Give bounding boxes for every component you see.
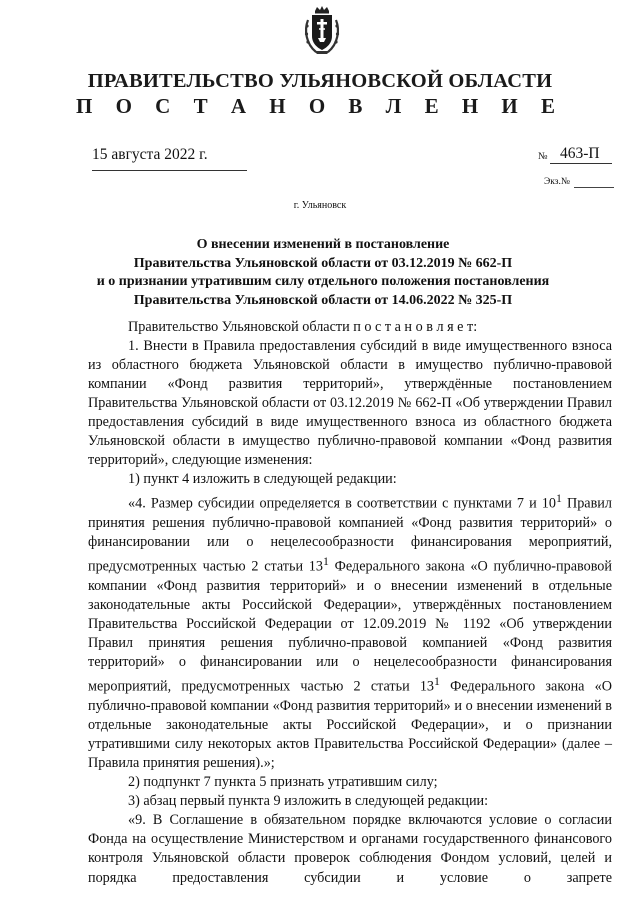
government-title: ПРАВИТЕЛЬСТВО УЛЬЯНОВСКОЙ ОБЛАСТИ <box>87 70 553 92</box>
document-subject <box>80 236 566 310</box>
subitem-1: 1) пункт 4 изложить в следующей редакции: <box>128 471 397 488</box>
paragraph-item-1: 1. Внести в Правила предоставления субсидий в виде имущественного взноса из областного бюджета Ульяновской области в имущество публично-правовой компании «Фонд развития территорий», утверждённые постановлением Правительства Ульяновской области от 03.12.2019 № 662-П «Об утверждении Правил предоставления субсидий в виде имущественного взноса из областного бюджета Ульяновской области в имущество публично-правовой компании «Фонд развития территорий», следующие изменения: <box>88 338 612 469</box>
document-date: 15 августа 2022 г. <box>92 146 208 163</box>
number-prefix: № <box>538 151 548 162</box>
new-wording-paragraph <box>88 489 612 773</box>
subject-line: и о признании утратившим силу отдельного положения постановления <box>96 274 550 290</box>
superscript: 1 <box>434 674 440 689</box>
intro-text: Правительство Ульяновской области <box>128 319 354 335</box>
coat-of-arms-icon <box>302 6 342 56</box>
subject-line: Правительства Ульяновской области от 14.06.2022 № 325-П <box>133 292 513 308</box>
city-name: г. Ульяновск <box>293 200 347 211</box>
text-fragment: Федерального закона «О публично-правовой компании «Фонд развития территорий» и о внесении изменений в отдельные законодательные акты Российской Федерации», утверждённых постановлением Правительства Российской Федерации от 12.09.2019 № 1192 «Об утверждении Правил принятия решения публично-правовой компанией «Фонд развития территорий» о финансировании или о нецелесообразности финансирования мероприятий, предусмотренных частью 2 статьи 13 <box>88 559 612 696</box>
copy-number-underline <box>574 187 614 188</box>
subitem-3: 3) абзац первый пункта 9 изложить в следующей редакции: <box>128 793 489 810</box>
intro-paragraph <box>88 318 612 337</box>
superscript: 1 <box>323 554 329 569</box>
date-underline <box>92 170 247 171</box>
text-fragment: Правил принятия решения публично-правовой компанией «Фонд развития территорий» о финансировании или о нецелесообразности финансирования мероприятий, предусмотренных частью 2 статьи 13 <box>88 496 612 576</box>
intro-verb: п о с т а н о в л я е т: <box>353 319 478 335</box>
text-fragment: Федерального закона «О публично-правовой компании «Фонд развития территорий» и о внесении изменений в отдельные законодательные акты Российской Федерации», и о признании утратившими силу некоторых актов Правительства Российской Федерации» (далее – Правила принятия решения).»; <box>88 679 612 772</box>
document-body <box>88 318 612 888</box>
new-wording-paragraph-9: «9. В Соглашение в обязательном порядке включаются условие о согласии Фонда на осуществление Министерством и органами государственного финансового контроля Ульяновской области проверок соблюдения Фондом условий, целей и порядка предоставления субсидии и условие о запрете <box>88 812 612 886</box>
copy-number-label: Экз.№ <box>544 177 570 187</box>
subject-line: Правительства Ульяновской области от 03.12.2019 № 662-П <box>133 255 513 271</box>
number-underline <box>550 163 612 164</box>
document-number: 463-П <box>560 145 600 162</box>
subitem-2: 2) подпункт 7 пункта 5 признать утратившим силу; <box>128 774 438 791</box>
document-type: П О С Т А Н О В Л Е Н И Е <box>75 94 564 118</box>
subject-line: О внесении изменений в постановление <box>196 237 450 252</box>
text-fragment: «4. Размер субсидии определяется в соответствии с пунктами 7 и 10 <box>128 496 556 513</box>
superscript: 1 <box>555 491 562 506</box>
